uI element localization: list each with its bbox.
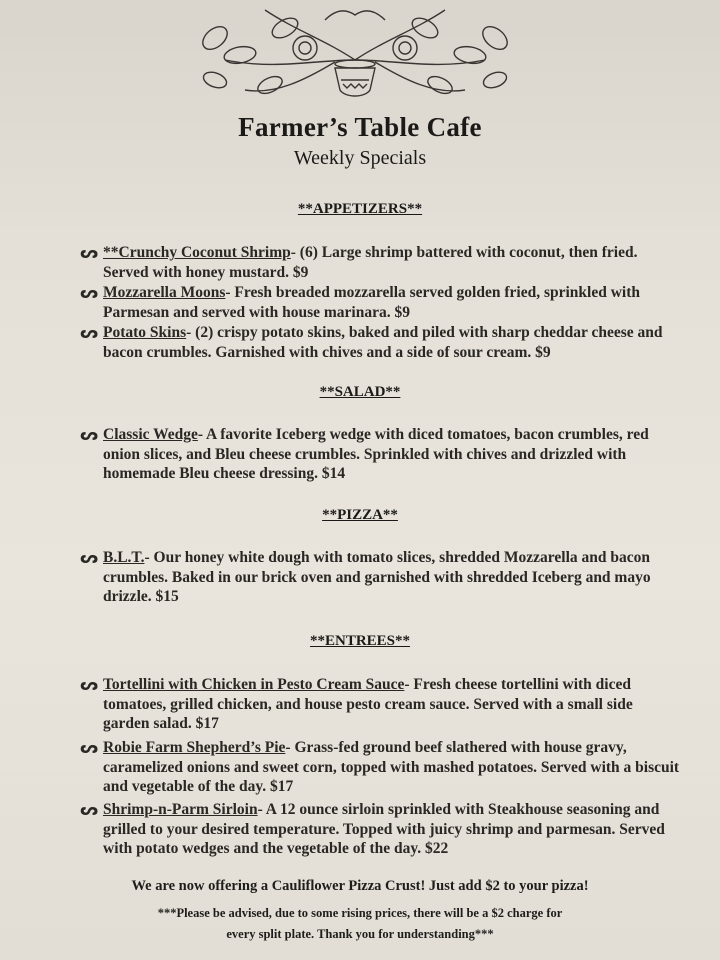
item-name: Shrimp-n-Parm Sirloin (103, 801, 258, 818)
leaf-bullet-icon: ᔕ (80, 548, 99, 567)
restaurant-title: Farmer’s Table Cafe (238, 112, 482, 142)
section-heading-pizza: **PIZZA** (322, 507, 398, 523)
menu-item (80, 675, 680, 734)
item-name: Robie Farm Shepherd’s Pie (103, 739, 286, 756)
item-description: - (6) Large shrimp battered with coconut, then fried. Served with honey mustard. $9 (103, 244, 638, 281)
item-name: B.L.T. (103, 549, 145, 566)
menu-item (80, 323, 680, 362)
item-name: Classic Wedge (103, 426, 198, 443)
item-description: - A favorite Iceberg wedge with diced tomatoes, bacon crumbles, red onion slices, and Bleu cheese crumbles. Sprinkled with chives and drizzled with homemade Bleu cheese dressing. $14 (103, 426, 649, 482)
section-heading-appetizers: **APPETIZERS** (297, 201, 423, 217)
menu-item (80, 425, 680, 484)
menu-item (80, 548, 680, 607)
menu-item (80, 243, 680, 282)
item-description: - Fresh breaded mozzarella served golden fried, sprinkled with Parmesan and served with house marinara. $9 (103, 284, 640, 321)
item-description: - Fresh cheese tortellini with diced tomatoes, grilled chicken, and house pesto cream sauce. Served with a small side garden salad. $17 (103, 676, 633, 732)
menu-item (80, 738, 680, 797)
section-heading-salad: **SALAD** (319, 384, 401, 400)
leaf-bullet-icon: ᔕ (80, 738, 99, 757)
leaf-bullet-icon: ᔕ (80, 425, 99, 444)
leaf-bullet-icon: ᔕ (80, 675, 99, 694)
cauliflower-crust-note: We are now offering a Cauliflower Pizza Crust! Just add $2 to your pizza! (131, 878, 589, 894)
floral-ornament-icon (185, 0, 525, 108)
split-plate-notice: ***Please be advised, due to some rising prices, there will be a $2 charge for every split plate. Thank you for understanding*** (157, 906, 563, 941)
item-description: - Our honey white dough with tomato slices, shredded Mozzarella and bacon crumbles. Baked in our brick oven and garnished with shredded Iceberg and mayo drizzle. $15 (103, 549, 651, 605)
item-description: - A 12 ounce sirloin sprinkled with Steakhouse seasoning and grilled to your desired temperature. Topped with juicy shrimp and parmesan. Served with potato wedges and the vegetable of the day. $22 (103, 801, 665, 857)
item-name: Tortellini with Chicken in Pesto Cream Sauce (103, 676, 405, 693)
leaf-bullet-icon: ᔕ (80, 323, 99, 342)
menu-item (80, 283, 680, 322)
menu-item (80, 800, 680, 859)
item-name: Mozzarella Moons (103, 284, 226, 301)
item-description: - (2) crispy potato skins, baked and piled with sharp cheddar cheese and bacon crumbles. Garnished with chives and a side of sour cream. $9 (103, 324, 663, 361)
section-heading-entrees: **ENTREES** (309, 633, 411, 649)
menu-subtitle: Weekly Specials (293, 147, 427, 169)
leaf-bullet-icon: ᔕ (80, 800, 99, 819)
leaf-bullet-icon: ᔕ (80, 243, 99, 262)
item-name: **Crunchy Coconut Shrimp (103, 244, 291, 261)
item-description: - Grass-fed ground beef slathered with house gravy, caramelized onions and sweet corn, topped with mashed potatoes. Served with a biscuit and vegetable of the day. $17 (103, 739, 680, 795)
leaf-bullet-icon: ᔕ (80, 283, 99, 302)
item-name: Potato Skins (103, 324, 187, 341)
